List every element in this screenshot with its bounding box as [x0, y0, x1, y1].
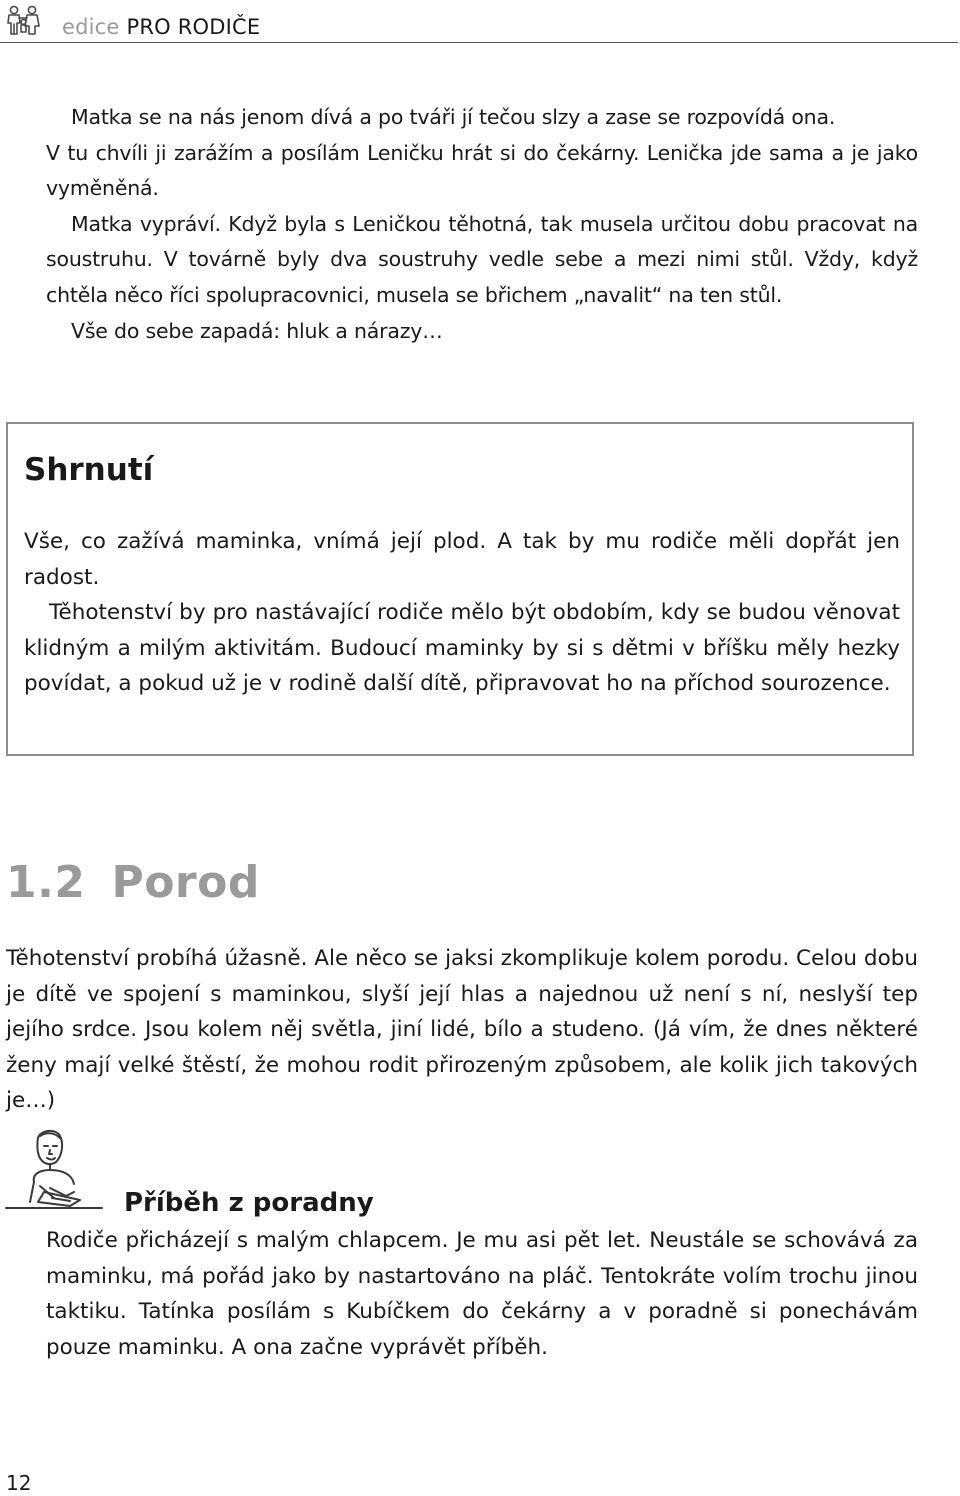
summary-box — [6, 422, 914, 756]
page-number: 12 — [6, 1471, 32, 1495]
counsel-title: Příběh z poradny — [124, 1188, 374, 1218]
counsel-paragraph: Rodiče přicházejí s malým chlapcem. Je mu asi pět let. Neustále se schovává za maminku, má pořád jako by nastartováno na pláč. Tentokráte volím trochu jinou taktiku. Tatínka posílám s Kubíčkem do čekárny a v poradně si ponechávám pouze maminku. A ona začne vyprávět příběh. — [46, 1228, 918, 1360]
series-title — [62, 12, 260, 42]
header-divider — [0, 42, 958, 43]
section-heading — [6, 856, 260, 910]
intro-paragraph: Matka vypráví. Když byla s Leničkou těhotná, tak musela určitou dobu pracovat na soustruhu. V továrně byly dva soustruhy vedle sebe a mezi nimi stůl. Vždy, když chtěla něco říci spolupracovnici, musela se břichem „navalit“ na ten stůl. — [46, 211, 918, 307]
summary-paragraph: Vše, co zažívá maminka, vnímá její plod. A tak by mu rodiče měli dopřát jen radost. — [24, 529, 900, 590]
summary-title: Shrnutí — [24, 452, 154, 488]
section-title: Porod — [111, 857, 260, 908]
family-logo-icon — [4, 4, 44, 38]
counsel-text — [46, 1223, 918, 1365]
intro-paragraph: V tu chvíli ji zarážím a posílám Leničku hrát si do čekárny. Lenička jde sama a je jako vyměněná. — [46, 140, 918, 201]
intro-text — [46, 100, 918, 349]
section-text — [6, 941, 918, 1119]
page-header — [0, 0, 960, 48]
intro-paragraph: Vše do sebe zapadá: hluk a nárazy… — [71, 318, 443, 343]
series-prefix: edice — [62, 15, 120, 39]
section-number: 1.2 — [6, 857, 86, 908]
intro-paragraph: Matka se na nás jenom dívá a po tváři jí tečou slzy a zase se rozpovídá ona. — [71, 105, 836, 129]
summary-text — [24, 524, 900, 702]
section-paragraph: Těhotenství probíhá úžasně. Ale něco se jaksi zkomplikuje kolem porodu. Celou dobu je dítě ve spojení s maminkou, slyší její hlas a najednou už není s ní, neslyší tep jejího srdce. Jsou kolem něj světla, jiní lidé, bílo a studeno. (Já vím, že dnes některé ženy mají velké štěstí, že mohou rodit přirozeným způsobem, ale kolik jich takových je…) — [6, 946, 918, 1114]
counselor-writing-icon — [4, 1126, 104, 1218]
series-name: PRO RODIČE — [126, 15, 261, 39]
summary-paragraph: Těhotenství by pro nastávající rodiče mělo být obdobím, kdy se budou věnovat klidným a milým aktivitám. Budoucí maminky by si s dětmi v bříšku měly hezky povídat, a pokud už je v rodině další dítě, připravovat ho na příchod sourozence. — [24, 600, 900, 697]
